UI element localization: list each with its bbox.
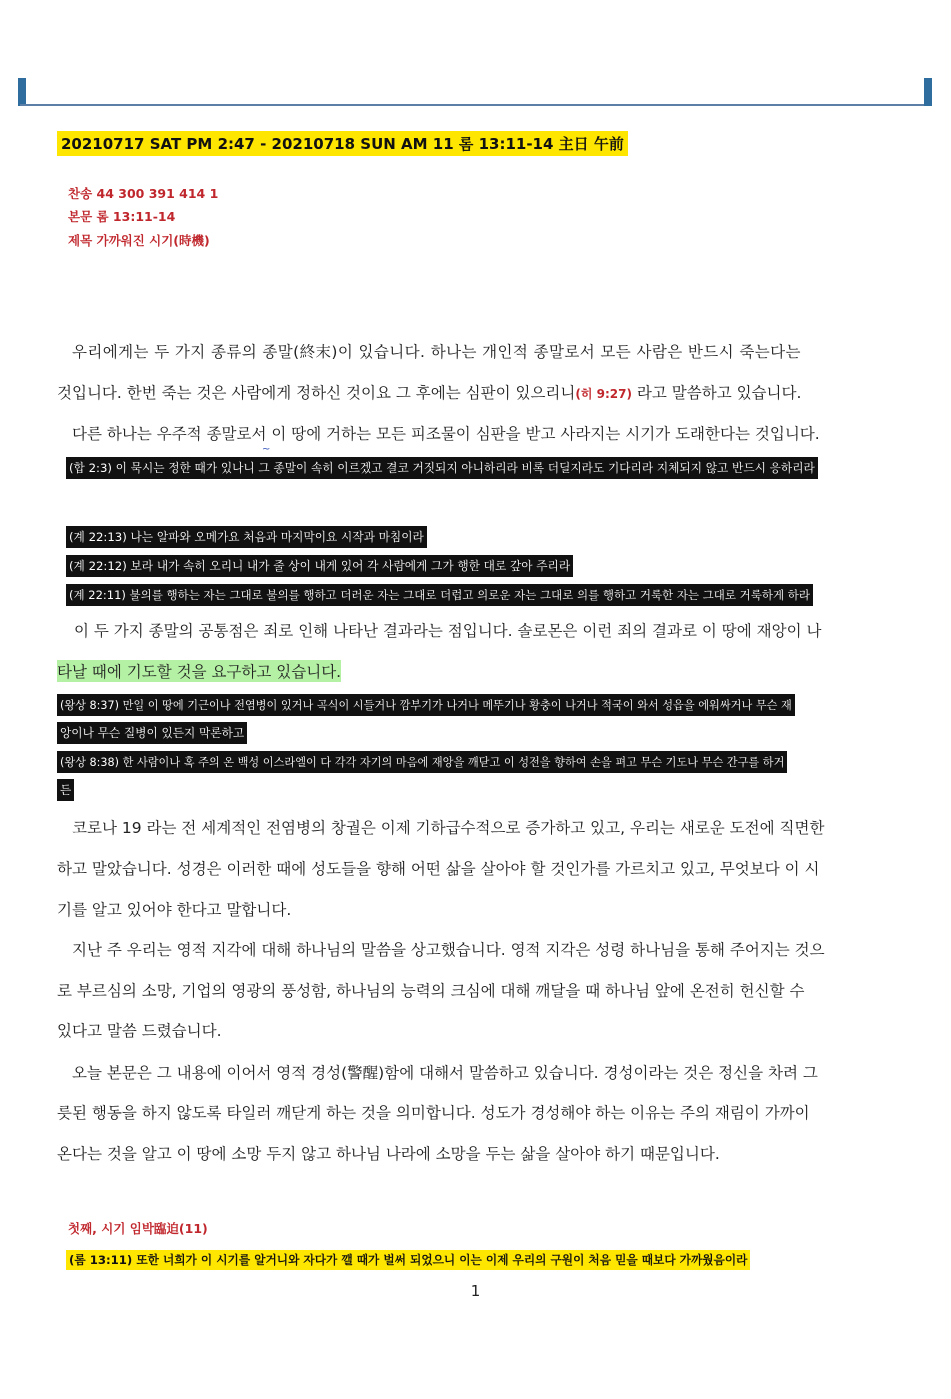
verse-rev-22-13: (계 22:13) 나는 알파와 오메가요 처음과 마지막이요 시작과 마침이라 [66,526,427,548]
sermon-title: 제목 가까워진 시기(時機) [68,233,210,248]
p1-ref: (히 9:27) [575,387,632,401]
verse-1kings-8-38b: 든 [57,779,74,801]
verse-hab-2-3: (합 2:3) 이 묵시는 정한 때가 있나니 그 종말이 속히 이르겠고 결코 거짓되지 아니하리라 비록 더딜지라도 기다리라 지체되지 않고 반드시 응하리라 [66,457,818,479]
top-frame-line [20,104,932,106]
scripture-line: 본문 롬 13:11-14 [68,209,176,224]
p3-line3: 기를 알고 있어야 한다고 말합니다. [57,901,292,919]
section-heading: 첫째, 시기 임박臨迫(11) [68,1221,208,1236]
p1-line1: 우리에게는 두 가지 종류의 종말(終末)이 있습니다. 하나는 개인적 종말로서 모든 사람은 반드시 죽는다는 [72,343,801,361]
verse-1kings-8-37a: (왕상 8:37) 만일 이 땅에 기근이나 전염병이 있거나 곡식이 시들거나 깜부기가 나거나 메뚜기나 황충이 나거나 적국이 와서 성읍을 에워싸거나 무슨 재 [57,694,795,716]
frame-left-cap [18,78,26,106]
p1-line3: 다른 하나는 우주적 종말로서 이 땅에 거하는 모든 피조물이 심판을 받고 사라지는 시기가 도래한다는 것입니다. [72,425,820,443]
p5-line3: 온다는 것을 알고 이 땅에 소망 두지 않고 하나님 나라에 소망을 두는 삶을 살아야 하기 때문입니다. [57,1145,720,1163]
verse-rev-22-12: (계 22:12) 보라 내가 속히 오리니 내가 줄 상이 내게 있어 각 사람에게 그가 행한 대로 갚아 주리라 [66,555,573,577]
verse-rom-13-11: (롬 13:11) 또한 너희가 이 시기를 알거니와 자다가 깰 때가 벌써 되었으니 이는 이제 우리의 구원이 처음 믿을 때보다 가까웠음이라 [66,1250,750,1270]
verse-rev-22-11: (계 22:11) 불의를 행하는 자는 그대로 불의를 행하고 더러운 자는 그대로 더럽고 의로운 자는 그대로 의를 행하고 거룩한 자는 그대로 거룩하게 하라 [66,584,813,606]
p5-line1: 오늘 본문은 그 내용에 이어서 영적 경성(警醒)함에 대해서 말씀하고 있습니다. 경성이라는 것은 정신을 차려 그 [72,1064,818,1082]
p4-line2: 로 부르심의 소망, 기업의 영광의 풍성함, 하나님의 능력의 크심에 대해 깨달을 때 하나님 앞에 온전히 헌신할 수 [57,982,805,1000]
p4-line3: 있다고 말씀 드렸습니다. [57,1022,222,1040]
frame-right-cap [924,78,932,106]
p2-line1: 이 두 가지 종말의 공통점은 죄로 인해 나타난 결과라는 점입니다. 솔로몬은 이런 죄의 결과로 이 땅에 재앙이 나 [74,622,822,640]
p3-line1: 코로나 19 라는 전 세계적인 전염병의 창궐은 이제 기하급수적으로 증가하고 있고, 우리는 새로운 도전에 직면한 [72,819,825,837]
p2-line2: 타날 때에 기도할 것을 요구하고 있습니다. [57,660,341,682]
handwritten-note: ~ [262,444,271,455]
p1-line2: 것입니다. 한번 죽는 것은 사람에게 정하신 것이요 그 후에는 심판이 있으리니(히 9:27) 라고 말씀하고 있습니다. [57,384,802,402]
hymn-line: 찬송 44 300 391 414 1 [68,186,219,201]
p3-line2: 하고 말았습니다. 성경은 이러한 때에 성도들을 향해 어떤 삶을 살아야 할 것인가를 가르치고 있고, 무엇보다 이 시 [57,860,820,878]
p4-line1: 지난 주 우리는 영적 지각에 대해 하나님의 말씀을 상고했습니다. 영적 지각은 성령 하나님을 통해 주어지는 것으 [72,941,825,959]
p5-line2: 릇된 행동을 하지 않도록 타일러 깨닫게 하는 것을 의미합니다. 성도가 경성해야 하는 이유는 주의 재림이 가까이 [57,1104,810,1122]
page-number: 1 [470,1282,481,1300]
verse-1kings-8-38a: (왕상 8:38) 한 사람이나 혹 주의 온 백성 이스라엘이 다 각각 자기의 마음에 재앙을 깨닫고 이 성전을 향하여 손을 펴고 무슨 기도나 무슨 간구를 하거 [57,751,787,773]
document-header: 20210717 SAT PM 2:47 - 20210718 SUN AM 11 롬 13:11-14 主日 午前 [57,131,628,156]
verse-1kings-8-37b: 앙이나 무슨 질병이 있든지 막론하고 [57,722,247,744]
